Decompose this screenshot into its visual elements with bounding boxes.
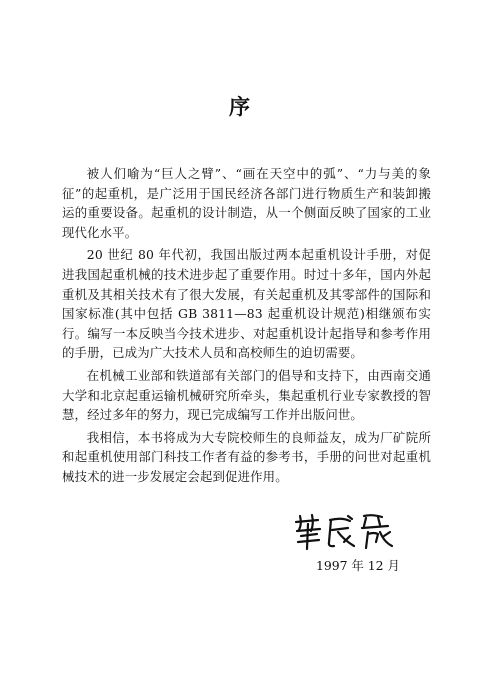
signature-image <box>292 512 396 552</box>
paragraph-4: 我相信，本书将成为大专院校师生的良师益友，成为厂矿院所和起重机使用部门科技工作者有益的参考书，手册的问世对起重机械技术的进一步发展定会起到促进作用。 <box>62 429 431 484</box>
preface-body <box>62 164 431 490</box>
paragraph-1: 被人们喻为“巨人之臂”、“画在天空中的弧”、“力与美的象征”的起重机，是广泛用于国民经济各部门进行物质生产和装卸搬运的重要设备。起重机的设计制造，从一个侧面反映了国家的工业现代化水平。 <box>62 166 431 240</box>
handwritten-signature <box>292 512 396 552</box>
page-title: 序 <box>229 95 250 119</box>
paragraph-3: 在机械工业部和铁道部有关部门的倡导和支持下，由西南交通大学和北京起重运输机械研究所牵头，集起重机行业专家教授的智慧，经过多年的努力，现已完成编写工作并出版问世。 <box>62 367 431 423</box>
date: 1997 年 12 月 <box>316 558 400 573</box>
paragraph-2: 20 世纪 80 年代初，我国出版过两本起重机设计手册，对促进我国起重机械的技术进步起了重要作用。时过十多年，国内外起重机及其相关技术有了很大发展，有关起重机及其零部件的国际和国家标准(其中包括 GB 3811—83 起重机设计规范)相继颁布实行。编写一本反映当今技术进步、对起重机设计起指导和参考作用的手册，已成为广大技术人员和高校师生的迫切需要。 <box>62 247 431 361</box>
